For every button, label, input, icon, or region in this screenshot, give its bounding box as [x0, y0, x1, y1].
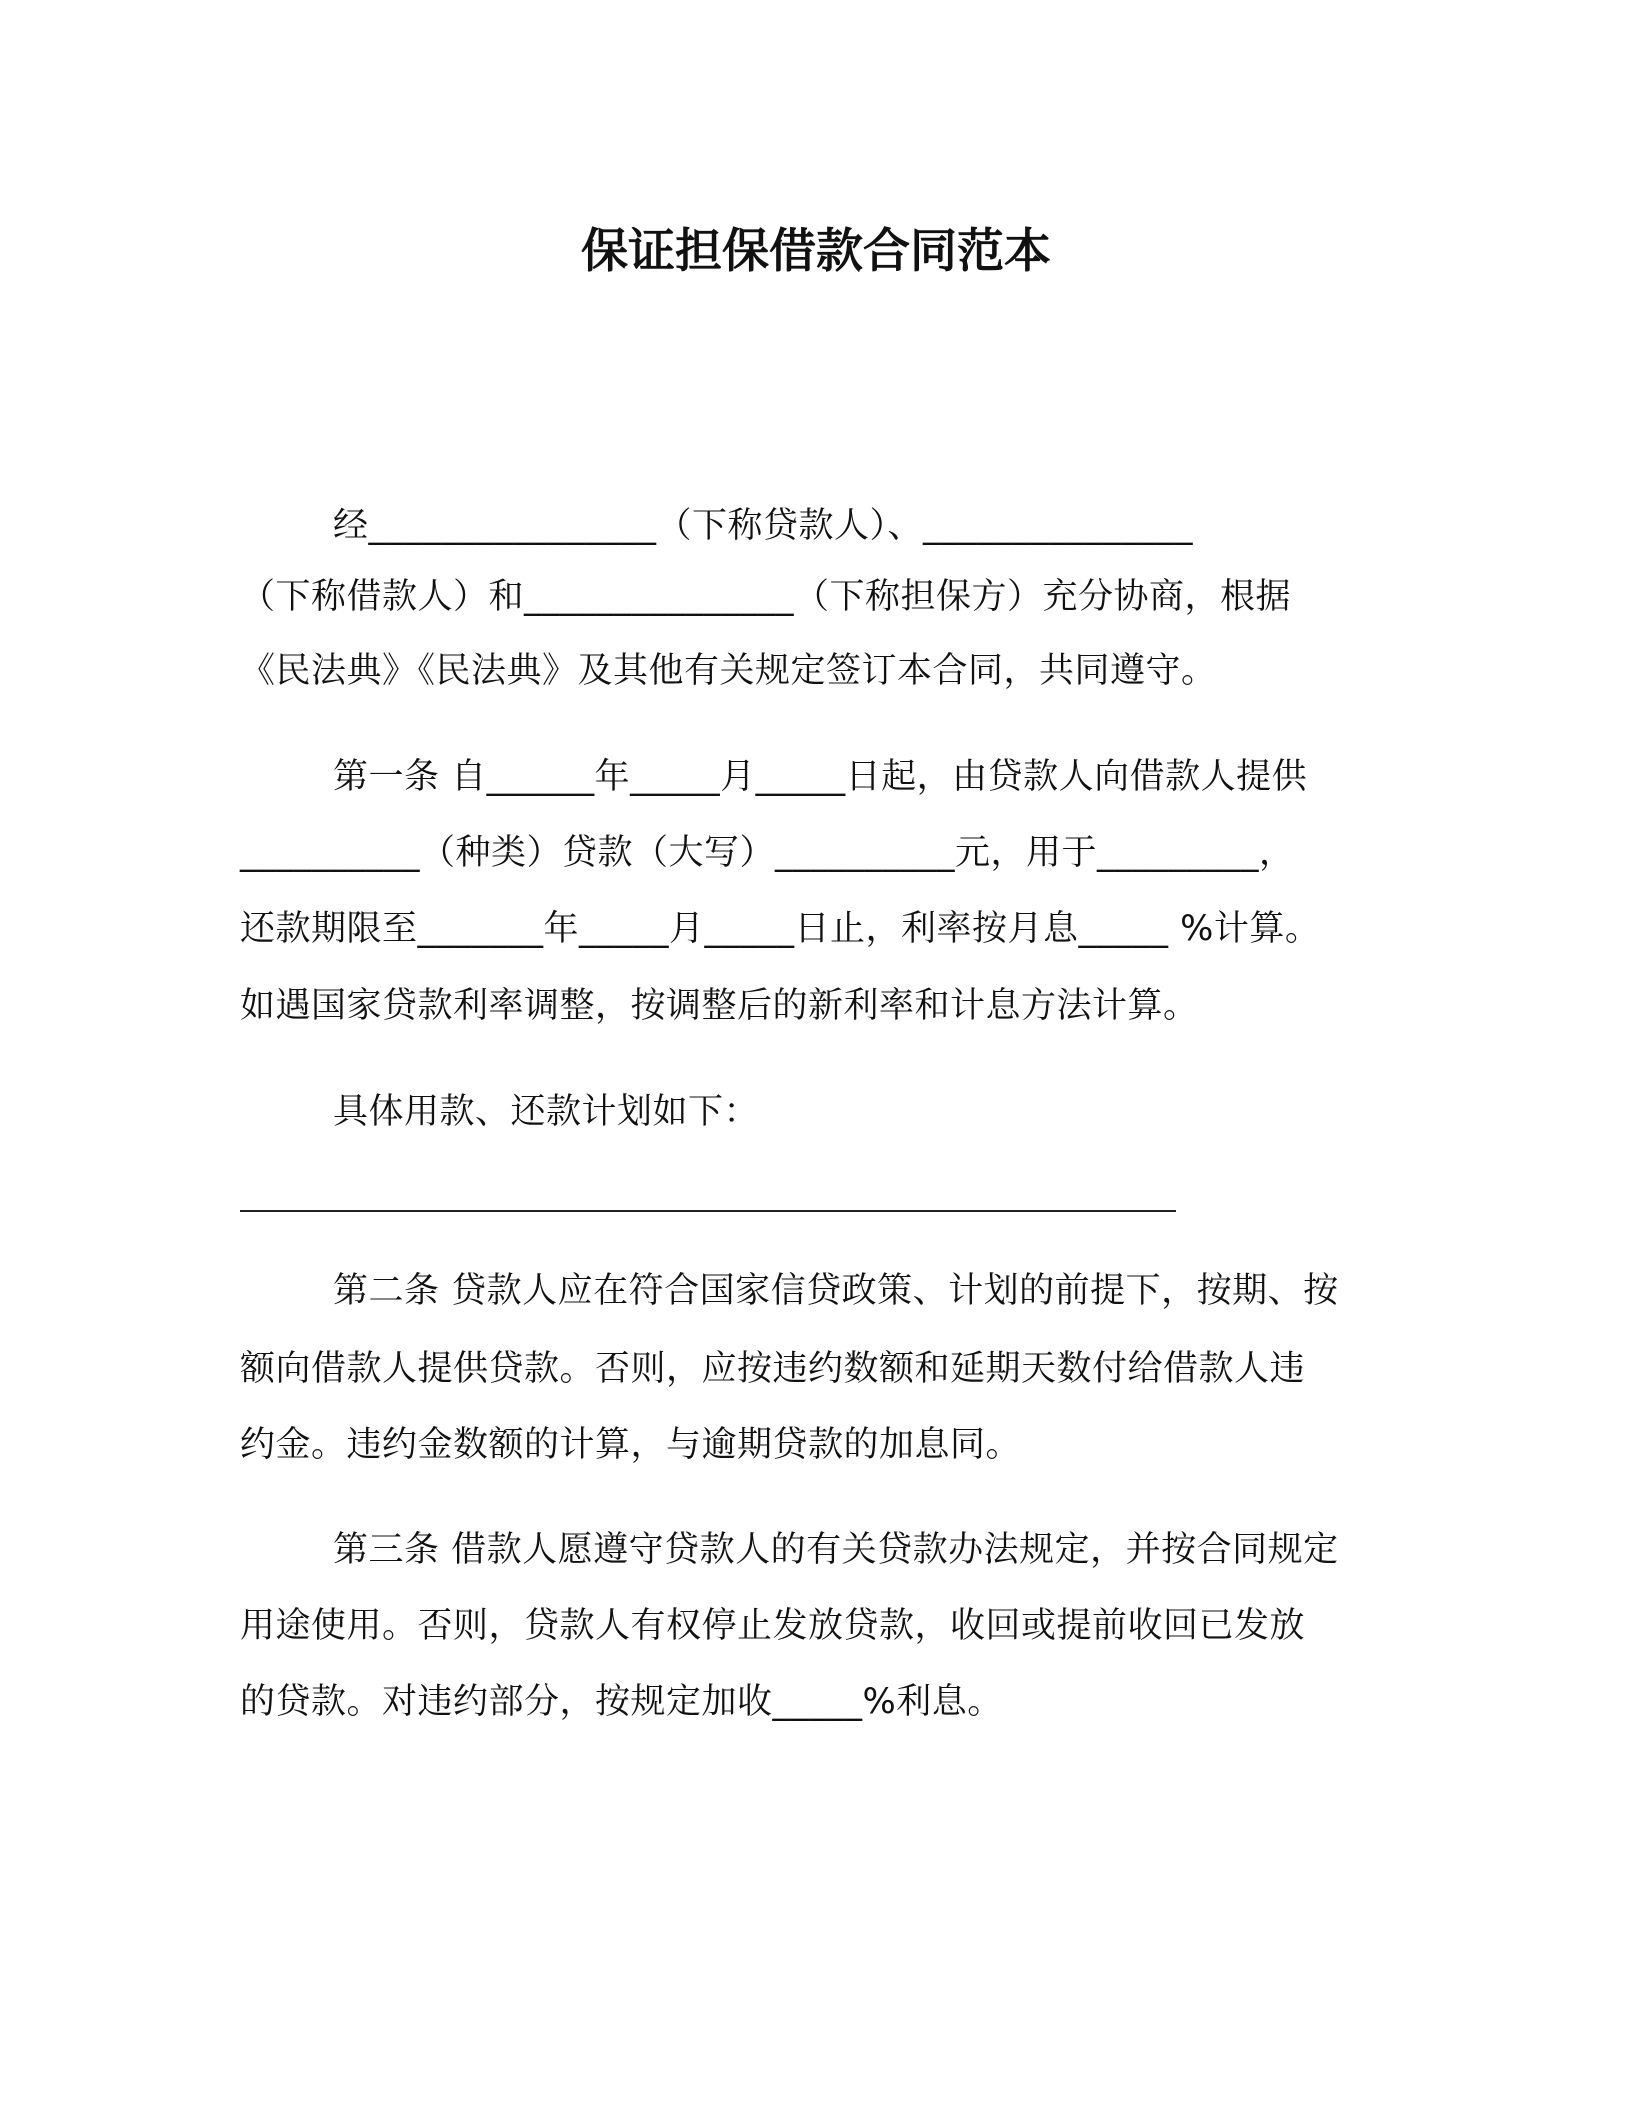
- page-title: 保证担保借款合同范本: [581, 224, 1051, 279]
- preamble-line-2: （下称借款人）和_______________（下称担保方）充分协商，根据: [240, 577, 1292, 617]
- article-3-line-1: 第三条 借款人愿遵守贷款人的有关贷款办法规定，并按合同规定: [333, 1530, 1339, 1570]
- article-2-line-2: 额向借款人提供贷款。否则，应按违约数额和延期天数付给借款人违: [240, 1349, 1306, 1389]
- article-2-line-3: 约金。违约金数额的计算，与逾期贷款的加息同。: [240, 1425, 1022, 1465]
- article-1-line-1: 第一条 自______年_____月_____日起，由贷款人向借款人提供: [333, 757, 1308, 797]
- article-1-line-2: __________（种类）贷款（大写）__________元，用于_________，: [240, 833, 1295, 873]
- article-2-line-1: 第二条 贷款人应在符合国家信贷政策、计划的前提下，按期、按: [333, 1271, 1339, 1311]
- preamble-line-1: 经________________（下称贷款人）、_______________: [333, 506, 1194, 546]
- article-3-line-2: 用途使用。否则，贷款人有权停止发放贷款，收回或提前收回已发放: [240, 1606, 1306, 1646]
- plan-blank-rule: [240, 1210, 1176, 1212]
- article-1-line-3: 还款期限至_______年_____月_____日止，利率按月息_____ %计算。: [240, 909, 1321, 949]
- article-3-line-3: 的贷款。对违约部分，按规定加收_____%利息。: [240, 1682, 1003, 1722]
- plan-heading: 具体用款、还款计划如下：: [333, 1092, 760, 1132]
- article-1-line-4: 如遇国家贷款利率调整，按调整后的新利率和计息方法计算。: [240, 986, 1199, 1026]
- preamble-line-3: 《民法典》《民法典》及其他有关规定签订本合同，共同遵守。: [240, 651, 1217, 691]
